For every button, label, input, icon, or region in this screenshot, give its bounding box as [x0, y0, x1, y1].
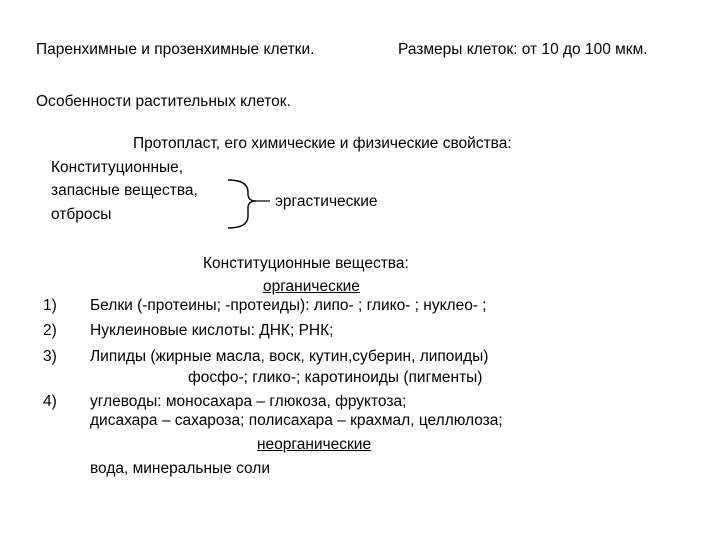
list-number-4: 4) [43, 393, 57, 410]
list-item-proteins: Белки (-протеины; -протеиды): липо- ; глико- ; нуклео- ; [90, 297, 487, 314]
cell-size-text: Размеры клеток: от 10 до 100 мкм. [398, 41, 648, 58]
inorganic-heading: неорганические [257, 436, 372, 453]
protoplast-item-constitutional: Конституционные, [51, 159, 184, 176]
title-cells: Паренхимные и прозенхимные клетки. [36, 41, 315, 58]
list-item-nucleic-acids: Нуклеиновые кислоты: ДНК; РНК; [90, 322, 334, 339]
list-number-1: 1) [43, 297, 57, 314]
constitutional-heading: Конституционные вещества: [203, 255, 409, 272]
list-number-3: 3) [43, 348, 57, 365]
list-item-carbohydrates: углеводы: моносахара – глюкоза, фруктоза; [90, 393, 407, 410]
protoplast-heading: Протопласт, его химические и физические свойства: [133, 135, 512, 152]
list-item-carbohydrates-continued: дисахара – сахароза; полисахара – крахмал, целлюлоза; [90, 412, 503, 429]
ergastic-label: эргастические [275, 193, 378, 210]
protoplast-item-waste: отбросы [51, 206, 112, 223]
list-item-lipids-continued: фосфо-; глико-; каротиноиды (пигменты) [188, 369, 483, 386]
features-heading: Особенности растительных клеток. [36, 93, 291, 110]
inorganic-text: вода, минеральные соли [90, 460, 271, 477]
protoplast-item-reserve: запасные вещества, [51, 182, 198, 199]
list-item-lipids: Липиды (жирные масла, воск, кутин,суберин, липоиды) [90, 348, 489, 365]
list-number-2: 2) [43, 322, 57, 339]
organic-heading: органические [263, 278, 360, 295]
